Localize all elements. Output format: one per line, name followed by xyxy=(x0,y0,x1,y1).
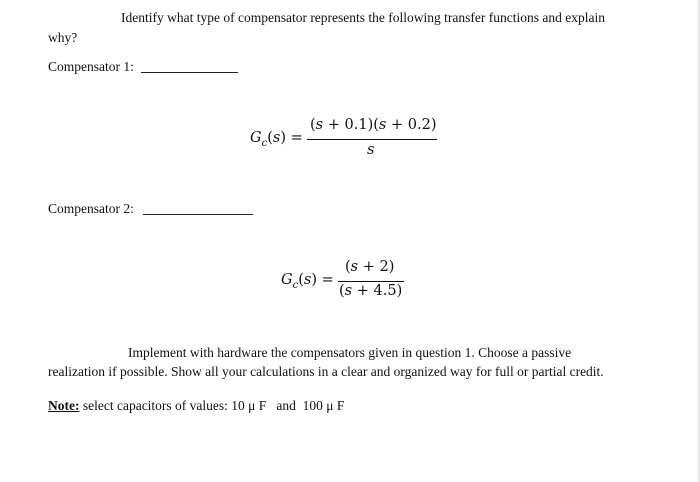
compensator1-label: Compensator 1: xyxy=(48,59,134,74)
note-line xyxy=(48,398,344,414)
compensator2-fraction-line xyxy=(338,281,404,282)
compensator2-answer-blank xyxy=(143,214,253,215)
question2-line1: Implement with hardware the compensators given in question 1. Choose a passive xyxy=(128,345,572,360)
question1-line2: why? xyxy=(48,30,78,45)
note-text: select capacitors of values: 10 μ F and 100 μ F xyxy=(82,398,345,413)
question2-line2: realization if possible. Show all your calculations in a clear and organized way for full or partial credit. xyxy=(48,364,604,379)
compensator2-denominator: (s + 4.5) xyxy=(339,283,403,299)
note-label: Note: xyxy=(48,398,80,413)
question1-line1: Identify what type of compensator represents the following transfer functions and explain xyxy=(121,10,605,25)
compensator2-numerator: (s + 2) xyxy=(345,259,395,275)
compensator1-numerator: (s + 0.1)(s + 0.2) xyxy=(310,117,437,133)
compensator1-fraction-line xyxy=(307,139,437,140)
compensator1-answer-blank xyxy=(141,72,238,73)
compensator2-lhs: $G_c(s)$ = xyxy=(281,272,334,291)
compensator2-label: Compensator 2: xyxy=(48,201,134,216)
compensator1-lhs: $G_c(s)$ = xyxy=(250,130,303,149)
compensator1-denominator: s xyxy=(367,142,375,158)
